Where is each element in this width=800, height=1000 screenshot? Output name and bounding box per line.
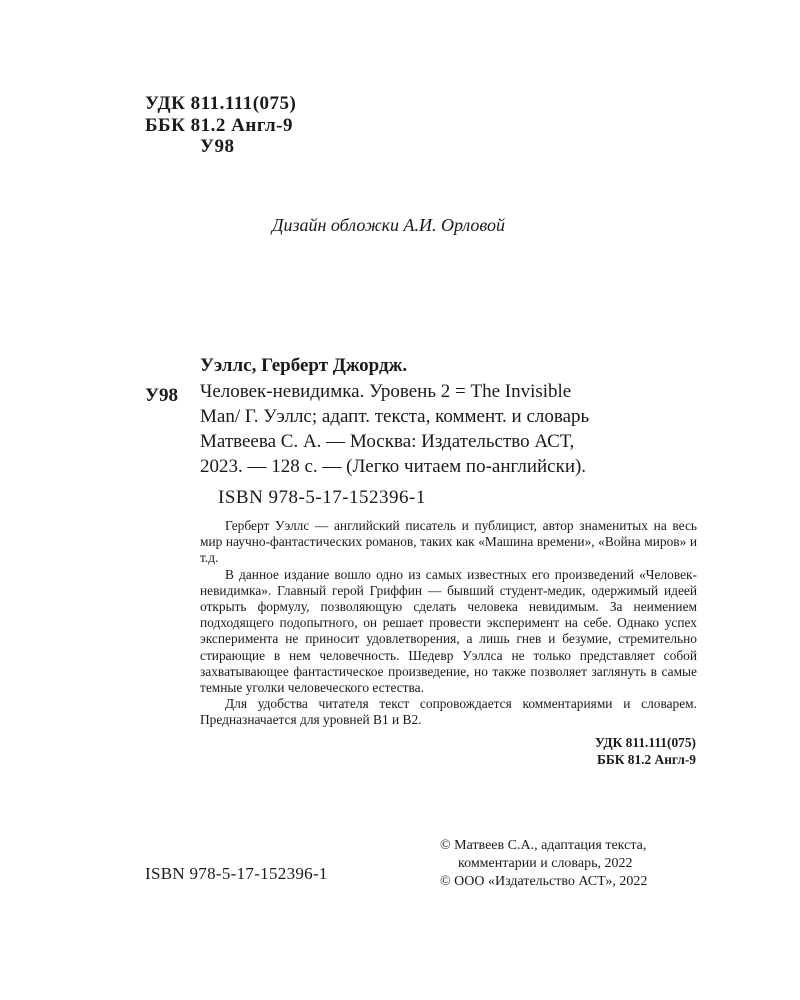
description-line: Человек-невидимка. Уровень 2 = The Invisible (200, 381, 572, 402)
annotation-paragraph: Герберт Уэллс — английский писатель и публицист, автор знаменитых на весь мир научно-фантастических романов, таких как «Машина времени», «Война миров» и т.д. (200, 518, 697, 566)
bbk-code: ББК 81.2 Англ-9 (145, 115, 293, 136)
cover-design-credit: Дизайн обложки А.И. Орловой (272, 215, 506, 235)
udk-code: УДК 811.111(075) (145, 93, 297, 114)
description-line: Матвеева С. А. — Москва: Издательство АСТ, (200, 431, 575, 452)
description-line: 2023. — 128 с. — (Легко читаем по-английски). (200, 456, 587, 477)
author-heading: Уэллс, Герберт Джордж. (200, 355, 408, 376)
annotation-bbk-code: ББК 81.2 Англ-9 (597, 752, 696, 767)
annotation-paragraph: В данное издание вошло одно из самых известных его произведений «Человек-невидимка». Главный герой Гриффин — бывший студент-медик, одержимый идеей открыть формулу, позволяющую сделать человека невидимым. За неимением подходящего подопытного, он решает провести эксперимент на себе. Однако успех эксперимента не приносит удовлетворения, а лишь гнев и безумие, стремительно стирающие в нем человечность. Шедевр Уэллса не только представляет собой захватывающее фантастическое произведение, но также позволяет заглянуть в самые темные уголки человеческого естества. (200, 566, 697, 696)
isbn-footer: ISBN 978-5-17-152396-1 (145, 864, 328, 883)
author-mark: У98 (200, 136, 235, 157)
copyright-line: © Матвеев С.А., адаптация текста, (440, 838, 647, 853)
annotation-paragraph: Для удобства читателя текст сопровождается комментариями и словарем. Предназначается для уровней В1 и В2. (200, 696, 697, 728)
copyright-line: © ООО «Издательство АСТ», 2022 (440, 874, 648, 889)
author-mark-side: У98 (145, 385, 178, 406)
description-line: Man/ Г. Уэллс; адапт. текста, коммент. и словарь (200, 406, 590, 427)
copyright-line: комментарии и словарь, 2022 (458, 856, 633, 871)
annotation-udk-code: УДК 811.111(075) (594, 735, 696, 750)
isbn: ISBN 978-5-17-152396-1 (218, 487, 426, 508)
annotation (200, 518, 697, 729)
